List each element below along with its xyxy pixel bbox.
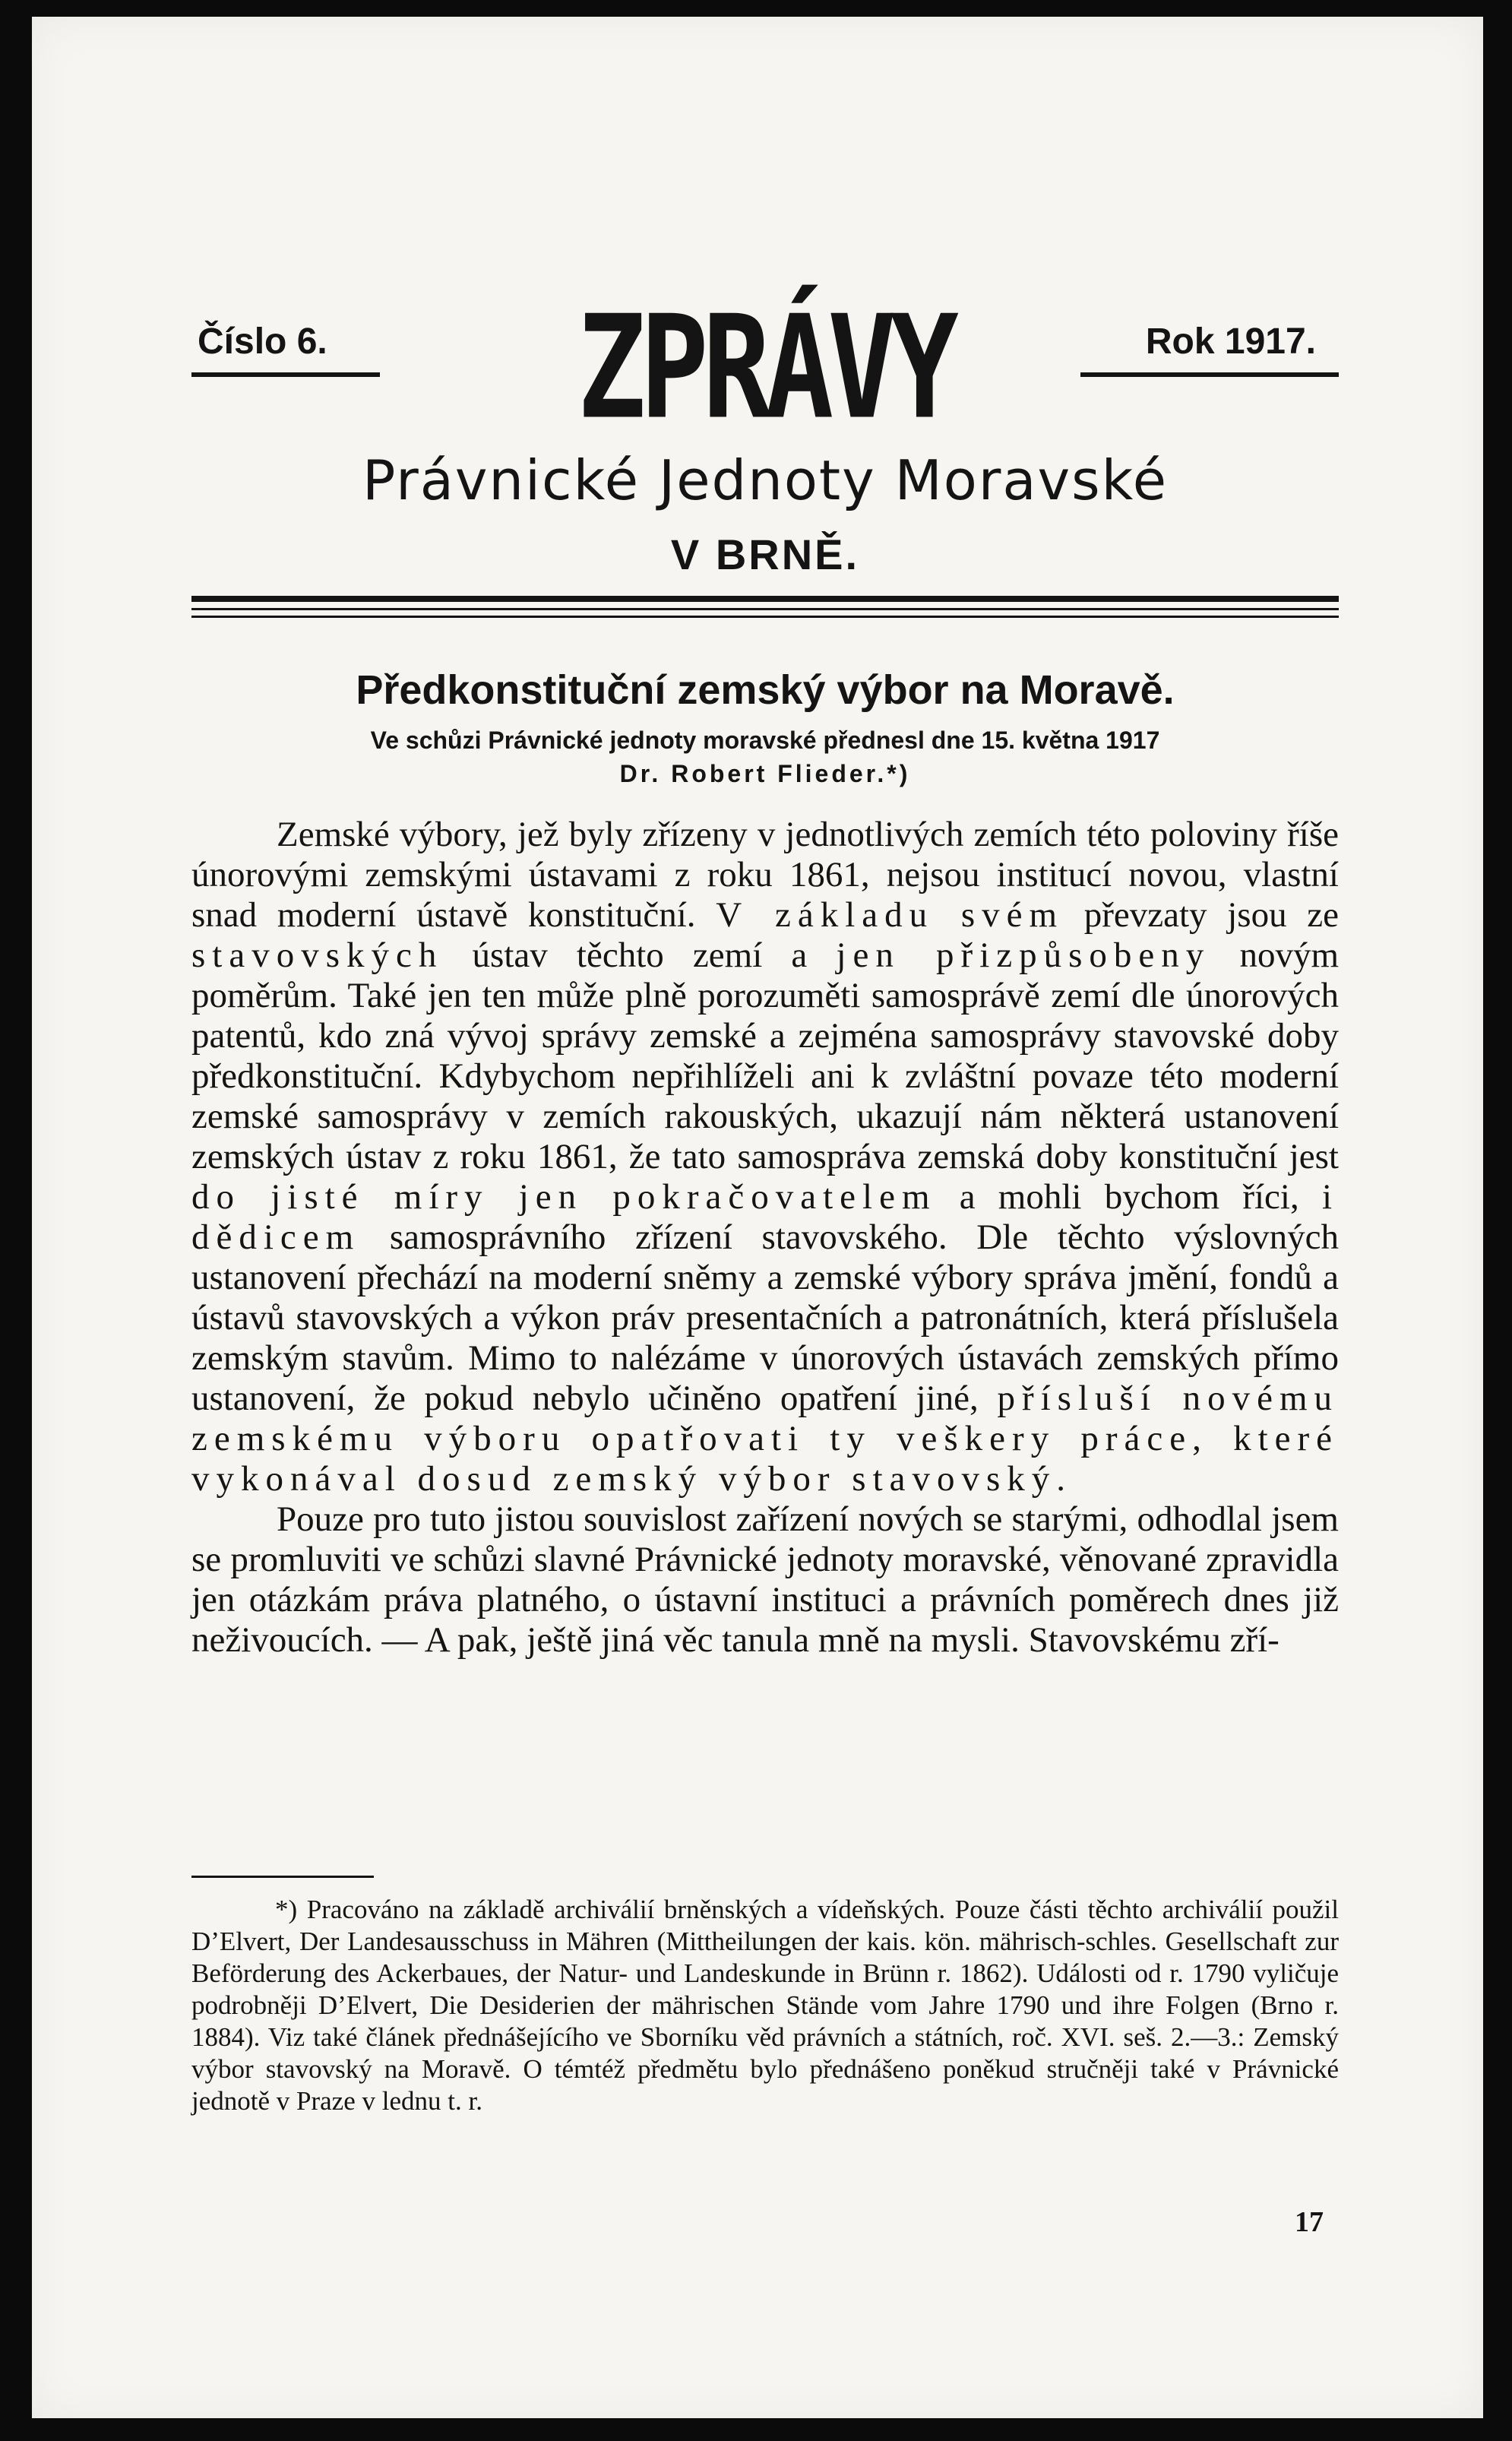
spaced-text: jen přizpůsobeny xyxy=(836,936,1211,975)
author: Dr. Robert Flieder.*) xyxy=(619,760,911,787)
spaced-text: přísluší novému zemskému výboru opatřovati ty veškery práce, které vykonával dosud zemský výbor stavovský. xyxy=(191,1379,1340,1499)
header-rule-thin xyxy=(191,608,1339,610)
text-run: novým poměrům. Také jen ten může plně porozuměti samosprávě zemí dle únorových patentů, kdo zná vývoj správy zemské a zejména samosprávy stavovské doby předkonstituční. Kdybychom nepřihlíželi ani k zvláštní povaze této moderní zemské samosprávy v zemích rakouských, ukazují nám některá ustanovení zemských ústav z roku 1861, že tato samospráva zemská doby konstituční jest xyxy=(191,936,1340,1176)
journal-title: ZPRÁVY xyxy=(577,286,953,451)
issue-number: Číslo 6. xyxy=(198,321,327,362)
footnote xyxy=(191,1894,1339,2117)
article-body xyxy=(191,815,1339,1661)
spaced-text: V základu svém xyxy=(716,895,1064,935)
journal-subtitle: Právnické Jednoty Moravské xyxy=(362,448,1169,512)
year: Rok 1917. xyxy=(1145,321,1316,362)
year-underline xyxy=(1080,372,1339,377)
article-meta xyxy=(191,723,1339,790)
header-rule-thin xyxy=(191,616,1339,618)
lecture-note: Ve schůzi Právnické jednoty moravské přednesl dne 15. května 1917 xyxy=(370,727,1160,754)
spaced-text: stavovských xyxy=(191,936,444,975)
page-number: 17 xyxy=(1295,2206,1324,2238)
article-title: Předkonstituční zemský výbor na Moravě. xyxy=(356,667,1175,713)
footnote-rule xyxy=(191,1876,374,1878)
paragraph xyxy=(191,815,1339,1499)
masthead xyxy=(191,286,1339,451)
spaced-text: i dědicem xyxy=(191,1177,1339,1257)
text-run: Zemské výbory, jež byly zřízeny v jednotlivých zemích této poloviny říše únorovými zemskými ústavami z roku 1861, nejsou institucí novou, vlastní snad moderní ústavě konstituční. xyxy=(191,815,1339,935)
page xyxy=(32,17,1483,2418)
spaced-text: do jisté míry jen pokračovatelem xyxy=(191,1177,937,1217)
header-rule-thick xyxy=(191,596,1339,602)
footnote-text: *) Pracováno na základě archiválií brněnských a vídeňských. Pouze části těchto archiválií použil D’Elvert, Der Landesausschuss in Mähren (Mittheilungen der kais. kön. mährisch-schles. Gesellschaft zur Beförderung des Ackerbaues, der Natur- und Landeskunde in Brünn r. 1862). Události od r. 1790 vyličuje podrobněji D’Elvert, Die Desiderien der mährischen Stände vom Jahre 1790 und ihre Folgen (Brno r. 1884). Viz také článek přednášejícího ve Sborníku věd právních a státních, roč. XVI. seš. 2.—3.: Zemský výbor stavovský na Moravě. O témtéž předmětu bylo přednášeno poněkud stručněji také v Právnické jednotě v Praze v lednu t. r. xyxy=(191,1895,1339,2116)
text-run: převzaty jsou ze xyxy=(1064,895,1339,935)
journal-city: V BRNĚ. xyxy=(670,530,860,578)
text-run: ústav těchto zemí a xyxy=(443,936,837,975)
paragraph: Pouze pro tuto jistou souvislost zařízení nových se starými, odhodlal jsem se promluviti ve schůzi slavné Právnické jednoty moravské, věnované zpravidla jen otázkám práva platného, o ústavní instituci a právních poměrech dnes již neživoucích. — A pak, ještě jiná věc tanula mně na mysli. Stavovskému zří- xyxy=(191,1499,1339,1660)
text-run: a mohli bychom říci, xyxy=(936,1177,1322,1217)
text-run: samosprávního zřízení stavovského. Dle těchto výslovných ustanovení přechází na moderní sněmy a zemské výbory správa jmění, fondů a ústavů stavovských a výkon práv presentačních a patronátních, která příslušela zemským stavům. Mimo to nalézáme v únorových ústavách zemských přímo ustanovení, že pokud nebylo učiněno opatření jiné, xyxy=(191,1217,1339,1418)
